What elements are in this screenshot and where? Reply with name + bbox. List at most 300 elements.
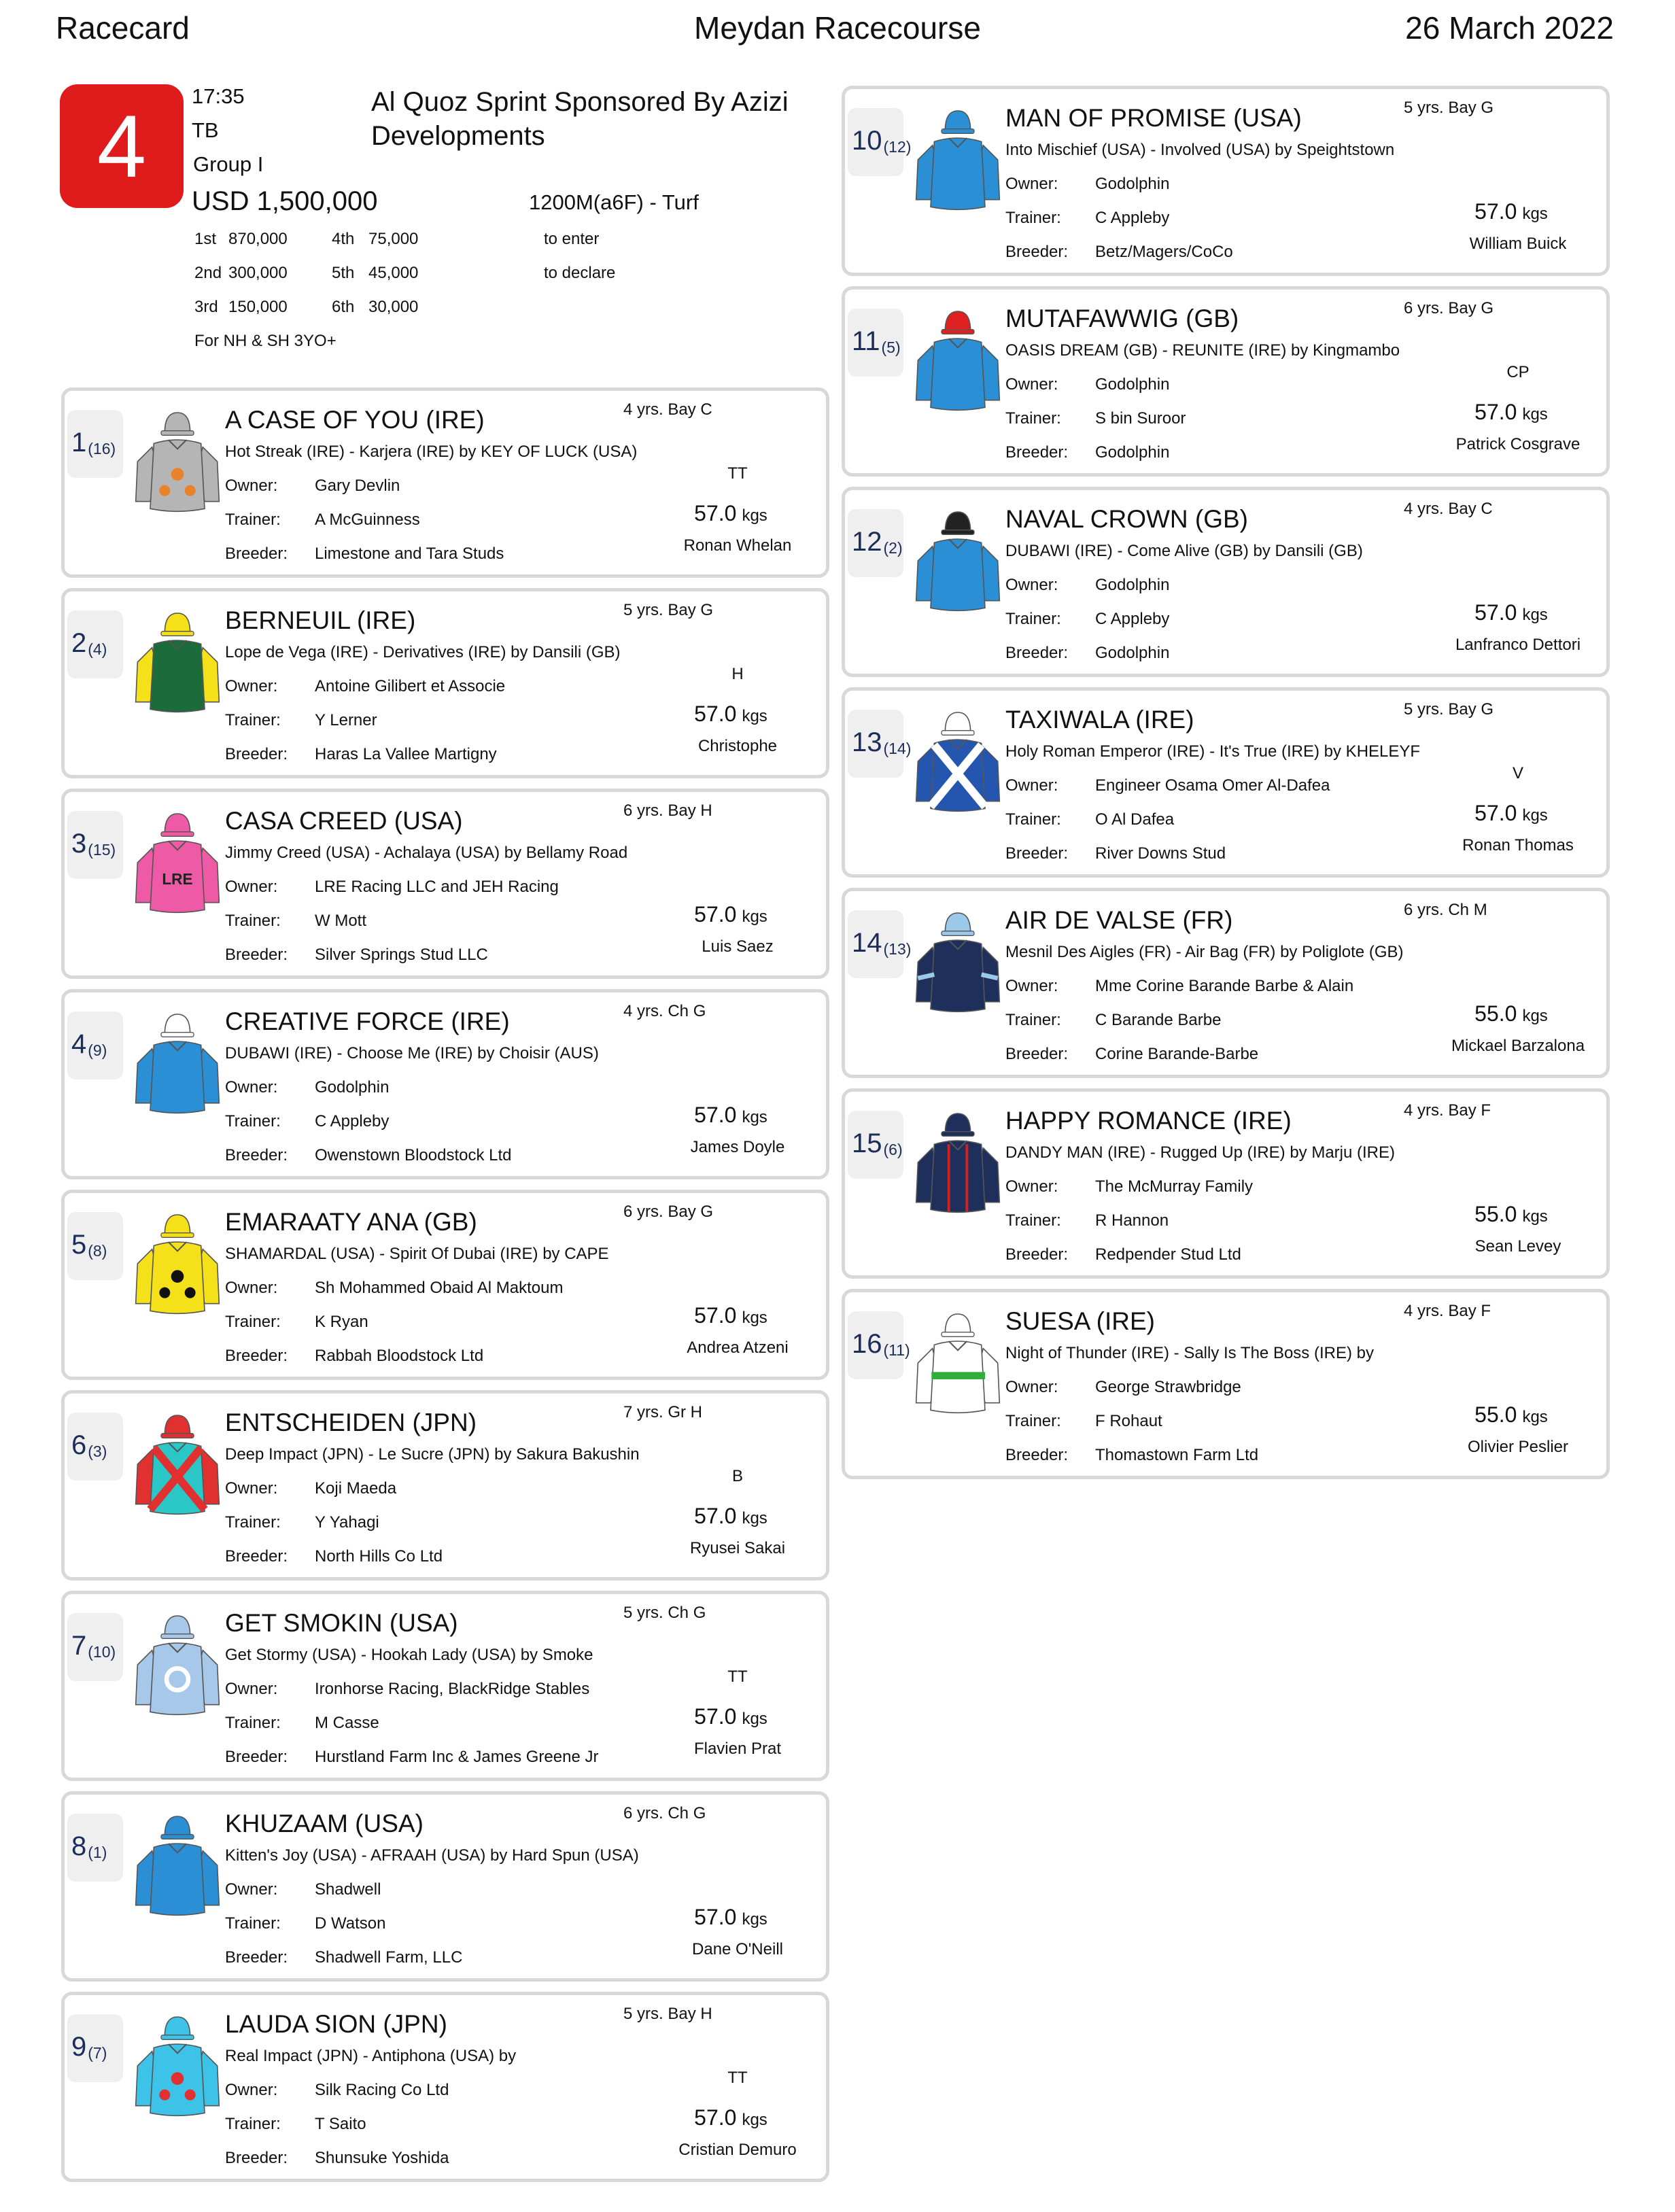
weight-unit: kgs xyxy=(742,707,767,725)
horse-age-sex: 4 yrs. Bay C xyxy=(623,400,712,419)
breeder-label: Breeder: xyxy=(225,745,288,763)
race-distance: 1200M(a6F) - Turf xyxy=(529,190,699,214)
weight-value: 57.0 xyxy=(1474,199,1517,224)
runner-number: 11 xyxy=(852,326,880,356)
horse-pedigree: Into Mischief (USA) - Involved (USA) by Speightstown xyxy=(1005,141,1395,159)
trainer-label: Trainer: xyxy=(1005,1011,1061,1029)
breeder-value: River Downs Stud xyxy=(1095,844,1226,863)
trainer-value: C Appleby xyxy=(1095,610,1170,628)
trainer-value: D Watson xyxy=(315,1914,386,1933)
saddle-number xyxy=(848,108,912,176)
runner-card xyxy=(842,86,1610,276)
race-number-badge: 4 xyxy=(60,84,184,208)
page-title: Racecard xyxy=(56,10,190,46)
prize-4th-amount: 75,000 xyxy=(368,230,419,248)
saddle-number xyxy=(67,410,123,478)
jockey-silks-icon xyxy=(912,707,1004,816)
runner-card xyxy=(61,1390,829,1580)
horse-age-sex: 4 yrs. Bay F xyxy=(1404,1302,1491,1320)
jockey-name: Ronan Thomas xyxy=(1462,836,1574,854)
trainer-value: O Al Dafea xyxy=(1095,810,1175,829)
runner-number: 3 xyxy=(71,829,87,859)
jockey-name: Ryusei Sakai xyxy=(689,1539,786,1557)
weight-value: 57.0 xyxy=(1474,801,1517,825)
horse-pedigree: Night of Thunder (IRE) - Sally Is The Boss (IRE) by xyxy=(1005,1344,1374,1362)
trainer-value: T Saito xyxy=(315,2115,366,2133)
weight-unit: kgs xyxy=(1522,1007,1548,1025)
runner-number: 10 xyxy=(852,126,882,156)
saddle-number xyxy=(67,2014,123,2082)
saddle-number xyxy=(848,309,903,377)
race-name-line1: Al Quoz Sprint Sponsored By Azizi xyxy=(371,87,789,117)
horse-age-sex: 7 yrs. Gr H xyxy=(623,1403,703,1421)
to-declare-label: to declare xyxy=(544,264,616,282)
horse-age-sex: 4 yrs. Bay C xyxy=(1404,500,1493,518)
horse-age-sex: 5 yrs. Bay G xyxy=(1404,99,1494,117)
horse-pedigree: Holy Roman Emperor (IRE) - It's True (IRE) by KHELEYF xyxy=(1005,742,1421,761)
carried-weight xyxy=(622,702,840,727)
horse-name: KHUZAAM (USA) xyxy=(225,1810,424,1837)
jockey-name: Patrick Cosgrave xyxy=(1455,435,1581,453)
saddle-number xyxy=(67,1814,123,1882)
owner-label: Owner: xyxy=(225,477,278,495)
draw-number: (4) xyxy=(88,640,107,658)
saddle-number xyxy=(67,1212,123,1280)
weight-value: 57.0 xyxy=(694,2105,737,2130)
owner-label: Owner: xyxy=(1005,175,1058,193)
race-conditions: For NH & SH 3YO+ xyxy=(194,332,336,350)
horse-pedigree: Deep Impact (JPN) - Le Sucre (JPN) by Sakura Bakushin xyxy=(225,1445,640,1464)
trainer-label: Trainer: xyxy=(1005,209,1061,227)
owner-value: Gary Devlin xyxy=(315,477,400,495)
horse-age-sex: 5 yrs. Ch G xyxy=(623,1604,706,1622)
breeder-label: Breeder: xyxy=(225,2149,288,2167)
trainer-value: W Mott xyxy=(315,912,366,930)
horse-name: GET SMOKIN (USA) xyxy=(225,1609,458,1637)
owner-value: Antoine Gilibert et Associe xyxy=(315,677,506,695)
jockey-silks-icon xyxy=(912,908,1004,1016)
runner-number: 16 xyxy=(852,1329,882,1359)
horse-pedigree: Jimmy Creed (USA) - Achalaya (USA) by Bellamy Road xyxy=(225,844,628,862)
carried-weight xyxy=(1402,600,1620,625)
breeder-value: Thomastown Farm Ltd xyxy=(1095,1446,1259,1464)
weight-value: 57.0 xyxy=(694,702,737,726)
equipment-code: H xyxy=(731,665,744,683)
runner-card xyxy=(61,789,829,979)
owner-value: Godolphin xyxy=(1095,576,1170,594)
jockey-name: William Buick xyxy=(1469,235,1567,253)
horse-age-sex: 6 yrs. Bay G xyxy=(623,1203,714,1221)
trainer-value: S bin Suroor xyxy=(1095,409,1186,428)
trainer-label: Trainer: xyxy=(225,1313,281,1331)
owner-value: The McMurray Family xyxy=(1095,1177,1254,1196)
trainer-value: C Barande Barbe xyxy=(1095,1011,1222,1029)
runner-card xyxy=(61,588,829,778)
jockey-silks-icon xyxy=(912,306,1004,415)
horse-pedigree: OASIS DREAM (GB) - REUNITE (IRE) by Kingmambo xyxy=(1005,341,1400,360)
carried-weight xyxy=(622,1303,840,1328)
runner-card xyxy=(842,687,1610,878)
jockey-silks-icon xyxy=(131,1009,224,1118)
horse-name: CREATIVE FORCE (IRE) xyxy=(225,1007,510,1035)
weight-value: 57.0 xyxy=(694,501,737,525)
draw-number: (14) xyxy=(883,740,912,757)
draw-number: (5) xyxy=(881,339,901,356)
svg-text:LRE: LRE xyxy=(162,870,193,888)
breeder-label: Breeder: xyxy=(225,1547,288,1566)
runner-number: 5 xyxy=(71,1230,87,1260)
jockey-silks-icon xyxy=(131,808,224,917)
runner-card xyxy=(842,487,1610,677)
runner-card xyxy=(61,1591,829,1781)
weight-unit: kgs xyxy=(1522,1207,1548,1226)
jockey-name: Dane O'Neill xyxy=(692,1940,783,1958)
runner-card xyxy=(61,1992,829,2182)
carried-weight xyxy=(1402,400,1620,425)
horse-name: SUESA (IRE) xyxy=(1005,1307,1155,1335)
draw-number: (7) xyxy=(88,2044,107,2062)
horse-age-sex: 6 yrs. Ch M xyxy=(1404,901,1487,919)
breeder-value: Godolphin xyxy=(1095,644,1170,662)
draw-number: (8) xyxy=(88,1242,107,1260)
weight-value: 57.0 xyxy=(694,1103,737,1127)
draw-number: (3) xyxy=(88,1442,107,1460)
jockey-name: Christophe xyxy=(697,737,778,755)
race-time: 17:35 xyxy=(192,84,245,108)
saddle-number xyxy=(848,1111,903,1179)
prize-5th-amount: 45,000 xyxy=(368,264,419,282)
horse-pedigree: SHAMARDAL (USA) - Spirit Of Dubai (IRE) by CAPE xyxy=(225,1245,609,1263)
equipment-code: TT xyxy=(727,464,748,483)
carried-weight xyxy=(1402,199,1620,224)
trainer-value: A McGuinness xyxy=(315,511,420,529)
runner-card xyxy=(842,286,1610,477)
breeder-label: Breeder: xyxy=(225,1748,288,1766)
owner-value: Koji Maeda xyxy=(315,1479,397,1498)
horse-name: A CASE OF YOU (IRE) xyxy=(225,406,485,434)
equipment-code: B xyxy=(731,1467,743,1485)
saddle-number xyxy=(848,910,912,978)
trainer-label: Trainer: xyxy=(225,711,281,729)
horse-name: HAPPY ROMANCE (IRE) xyxy=(1005,1107,1292,1135)
breeder-value: Godolphin xyxy=(1095,443,1170,462)
owner-value: Godolphin xyxy=(1095,375,1170,394)
horse-age-sex: 4 yrs. Ch G xyxy=(623,1002,706,1020)
horse-name: LAUDA SION (JPN) xyxy=(225,2010,447,2038)
horse-pedigree: Real Impact (JPN) - Antiphona (USA) by xyxy=(225,2047,517,2065)
weight-value: 57.0 xyxy=(694,902,737,927)
race-date: 26 March 2022 xyxy=(1405,10,1614,46)
prize-4th-place: 4th xyxy=(332,230,355,248)
carried-weight xyxy=(622,1103,840,1128)
owner-label: Owner: xyxy=(225,1078,278,1096)
breeder-value: Shadwell Farm, LLC xyxy=(315,1948,463,1967)
horse-name: CASA CREED (USA) xyxy=(225,807,463,835)
equipment-code: CP xyxy=(1506,363,1530,381)
trainer-label: Trainer: xyxy=(225,912,281,930)
breeder-value: Betz/Magers/CoCo xyxy=(1095,243,1233,261)
breeder-label: Breeder: xyxy=(1005,443,1069,462)
horse-name: MAN OF PROMISE (USA) xyxy=(1005,104,1302,132)
jockey-name: Sean Levey xyxy=(1474,1237,1561,1256)
carried-weight xyxy=(622,501,840,526)
trainer-value: C Appleby xyxy=(315,1112,390,1130)
horse-name: TAXIWALA (IRE) xyxy=(1005,706,1194,733)
trainer-label: Trainer: xyxy=(1005,1211,1061,1230)
horse-age-sex: 6 yrs. Ch G xyxy=(623,1804,706,1822)
weight-unit: kgs xyxy=(742,1910,767,1929)
race-group: Group I xyxy=(193,152,264,176)
weight-unit: kgs xyxy=(742,1710,767,1728)
breeder-label: Breeder: xyxy=(225,1347,288,1365)
breeder-label: Breeder: xyxy=(225,946,288,964)
breeder-value: Limestone and Tara Studs xyxy=(315,545,504,563)
horse-pedigree: Hot Streak (IRE) - Karjera (IRE) by KEY OF LUCK (USA) xyxy=(225,443,638,461)
weight-unit: kgs xyxy=(742,908,767,926)
owner-label: Owner: xyxy=(1005,1378,1058,1396)
runner-card xyxy=(842,1289,1610,1479)
equipment-code: TT xyxy=(727,1667,748,1686)
venue-name: Meydan Racecourse xyxy=(694,10,981,46)
jockey-name: Cristian Demuro xyxy=(678,2141,797,2159)
weight-value: 55.0 xyxy=(1474,1001,1517,1026)
runner-number: 6 xyxy=(71,1430,87,1460)
draw-number: (16) xyxy=(88,440,116,457)
prize-3rd-amount: 150,000 xyxy=(228,298,288,316)
breeder-label: Breeder: xyxy=(225,545,288,563)
prize-1st-place: 1st xyxy=(194,230,217,248)
owner-label: Owner: xyxy=(1005,776,1058,795)
jockey-name: Andrea Atzeni xyxy=(687,1338,789,1357)
owner-label: Owner: xyxy=(1005,977,1058,995)
prize-3rd-place: 3rd xyxy=(194,298,218,316)
weight-value: 55.0 xyxy=(1474,1202,1517,1226)
weight-unit: kgs xyxy=(1522,806,1548,825)
jockey-silks-icon xyxy=(131,1610,224,1719)
horse-name: BERNEUIL (IRE) xyxy=(225,606,416,634)
breeder-label: Breeder: xyxy=(1005,243,1069,261)
prize-5th-place: 5th xyxy=(332,264,355,282)
runner-number: 7 xyxy=(71,1631,87,1661)
breeder-value: Silver Springs Stud LLC xyxy=(315,946,488,964)
weight-unit: kgs xyxy=(742,1309,767,1327)
race-purse: USD 1,500,000 xyxy=(192,186,378,216)
trainer-label: Trainer: xyxy=(1005,1412,1061,1430)
owner-value: LRE Racing LLC and JEH Racing xyxy=(315,878,559,896)
owner-label: Owner: xyxy=(1005,576,1058,594)
carried-weight xyxy=(622,2105,840,2130)
jockey-name: Ronan Whelan xyxy=(683,536,792,555)
weight-unit: kgs xyxy=(1522,606,1548,624)
owner-label: Owner: xyxy=(225,1880,278,1899)
weight-unit: kgs xyxy=(1522,405,1548,424)
jockey-silks-icon xyxy=(131,1410,224,1519)
trainer-label: Trainer: xyxy=(225,1714,281,1732)
weight-unit: kgs xyxy=(742,1509,767,1527)
saddle-number xyxy=(67,1012,123,1079)
runner-number: 9 xyxy=(71,2032,87,2062)
horse-pedigree: Lope de Vega (IRE) - Derivatives (IRE) by Dansili (GB) xyxy=(225,643,621,661)
breeder-value: Redpender Stud Ltd xyxy=(1095,1245,1241,1264)
owner-label: Owner: xyxy=(225,1279,278,1297)
weight-unit: kgs xyxy=(1522,205,1548,223)
weight-value: 57.0 xyxy=(694,1704,737,1729)
breeder-label: Breeder: xyxy=(1005,1045,1069,1063)
trainer-label: Trainer: xyxy=(1005,610,1061,628)
jockey-name: James Doyle xyxy=(690,1138,785,1156)
runner-number: 2 xyxy=(71,628,87,658)
draw-number: (10) xyxy=(88,1643,116,1661)
breeder-value: Rabbah Bloodstock Ltd xyxy=(315,1347,484,1365)
carried-weight xyxy=(622,1504,840,1529)
weight-value: 57.0 xyxy=(694,1504,737,1528)
weight-unit: kgs xyxy=(742,1108,767,1126)
weight-unit: kgs xyxy=(1522,1408,1548,1426)
horse-pedigree: Kitten's Joy (USA) - AFRAAH (USA) by Hard Spun (USA) xyxy=(225,1846,639,1865)
carried-weight xyxy=(1402,801,1620,826)
carried-weight xyxy=(622,1704,840,1729)
weight-value: 55.0 xyxy=(1474,1402,1517,1427)
horse-age-sex: 5 yrs. Bay H xyxy=(623,2005,712,2023)
breeder-value: Owenstown Bloodstock Ltd xyxy=(315,1146,512,1164)
owner-value: Shadwell xyxy=(315,1880,381,1899)
runner-card xyxy=(61,387,829,578)
runner-card xyxy=(842,1088,1610,1279)
owner-value: Ironhorse Racing, BlackRidge Stables xyxy=(315,1680,590,1698)
owner-value: Sh Mohammed Obaid Al Maktoum xyxy=(315,1279,564,1297)
horse-age-sex: 5 yrs. Bay G xyxy=(623,601,714,619)
prize-6th-place: 6th xyxy=(332,298,355,316)
runner-number: 14 xyxy=(852,928,882,958)
owner-label: Owner: xyxy=(1005,375,1058,394)
jockey-name: Olivier Peslier xyxy=(1467,1438,1569,1456)
horse-name: AIR DE VALSE (FR) xyxy=(1005,906,1233,934)
draw-number: (1) xyxy=(88,1844,107,1861)
trainer-value: C Appleby xyxy=(1095,209,1170,227)
horse-name: MUTAFAWWIG (GB) xyxy=(1005,305,1239,332)
owner-value: Silk Racing Co Ltd xyxy=(315,2081,449,2099)
draw-number: (9) xyxy=(88,1041,107,1059)
owner-label: Owner: xyxy=(225,2081,278,2099)
trainer-value: Y Lerner xyxy=(315,711,377,729)
carried-weight xyxy=(1402,1001,1620,1026)
draw-number: (15) xyxy=(88,841,116,859)
draw-number: (12) xyxy=(883,138,912,156)
runner-card xyxy=(61,1791,829,1982)
jockey-silks-icon xyxy=(912,105,1004,214)
runner-number: 15 xyxy=(852,1128,882,1158)
weight-unit: kgs xyxy=(742,506,767,525)
draw-number: (2) xyxy=(883,539,903,557)
carried-weight xyxy=(622,1905,840,1930)
jockey-silks-icon xyxy=(912,506,1004,615)
trainer-value: Y Yahagi xyxy=(315,1513,379,1532)
equipment-code: TT xyxy=(727,2069,748,2087)
trainer-label: Trainer: xyxy=(225,1513,281,1532)
horse-age-sex: 4 yrs. Bay F xyxy=(1404,1101,1491,1120)
jockey-silks-icon xyxy=(912,1108,1004,1217)
owner-label: Owner: xyxy=(225,677,278,695)
runner-number: 12 xyxy=(852,527,882,557)
jockey-silks-icon xyxy=(912,1309,1004,1417)
to-enter-label: to enter xyxy=(544,230,600,248)
saddle-number xyxy=(67,610,123,678)
owner-label: Owner: xyxy=(1005,1177,1058,1196)
horse-age-sex: 6 yrs. Bay H xyxy=(623,801,712,820)
owner-label: Owner: xyxy=(225,1680,278,1698)
jockey-silks-icon xyxy=(131,1811,224,1920)
draw-number: (11) xyxy=(883,1341,910,1359)
equipment-code: V xyxy=(1512,764,1523,782)
trainer-label: Trainer: xyxy=(225,511,281,529)
horse-pedigree: DUBAWI (IRE) - Come Alive (GB) by Dansili (GB) xyxy=(1005,542,1363,560)
saddle-number xyxy=(67,1613,123,1681)
weight-value: 57.0 xyxy=(1474,600,1517,625)
runner-card xyxy=(842,888,1610,1078)
owner-label: Owner: xyxy=(225,878,278,896)
breeder-label: Breeder: xyxy=(225,1146,288,1164)
breeder-value: Shunsuke Yoshida xyxy=(315,2149,449,2167)
breeder-value: Haras La Vallee Martigny xyxy=(315,745,497,763)
trainer-value: F Rohaut xyxy=(1095,1412,1162,1430)
jockey-silks-icon xyxy=(131,608,224,716)
draw-number: (13) xyxy=(883,940,912,958)
runner-number: 4 xyxy=(71,1029,87,1059)
horse-age-sex: 5 yrs. Bay G xyxy=(1404,700,1494,719)
saddle-number xyxy=(67,1413,123,1481)
jockey-name: Flavien Prat xyxy=(693,1740,782,1758)
trainer-label: Trainer: xyxy=(225,1914,281,1933)
breeder-label: Breeder: xyxy=(1005,1446,1069,1464)
owner-label: Owner: xyxy=(225,1479,278,1498)
runner-number: 8 xyxy=(71,1831,87,1861)
horse-name: EMARAATY ANA (GB) xyxy=(225,1208,477,1236)
trainer-label: Trainer: xyxy=(1005,810,1061,829)
breeder-value: Hurstland Farm Inc & James Greene Jr xyxy=(315,1748,599,1766)
runner-number: 13 xyxy=(852,727,882,757)
saddle-number xyxy=(848,710,912,778)
horse-pedigree: Mesnil Des Aigles (FR) - Air Bag (FR) by Poliglote (GB) xyxy=(1005,943,1404,961)
breeder-value: Corine Barande-Barbe xyxy=(1095,1045,1259,1063)
breeder-label: Breeder: xyxy=(1005,1245,1069,1264)
owner-value: Engineer Osama Omer Al-Dafea xyxy=(1095,776,1330,795)
prize-2nd-place: 2nd xyxy=(194,264,222,282)
carried-weight xyxy=(1402,1202,1620,1227)
weight-unit: kgs xyxy=(742,2111,767,2129)
owner-value: Godolphin xyxy=(1095,175,1170,193)
trainer-value: K Ryan xyxy=(315,1313,368,1331)
runner-card xyxy=(61,1190,829,1380)
jockey-silks-icon xyxy=(131,1209,224,1318)
horse-name: NAVAL CROWN (GB) xyxy=(1005,505,1248,533)
prize-2nd-amount: 300,000 xyxy=(228,264,288,282)
carried-weight xyxy=(622,902,840,927)
saddle-number xyxy=(848,1311,910,1379)
prize-6th-amount: 30,000 xyxy=(368,298,419,316)
owner-value: Godolphin xyxy=(315,1078,390,1096)
draw-number: (6) xyxy=(883,1141,903,1158)
horse-pedigree: Get Stormy (USA) - Hookah Lady (USA) by Smoke xyxy=(225,1646,593,1664)
trainer-value: R Hannon xyxy=(1095,1211,1169,1230)
jockey-name: Lanfranco Dettori xyxy=(1455,636,1581,654)
race-name-line2: Developments xyxy=(371,121,545,151)
trainer-value: M Casse xyxy=(315,1714,379,1732)
breeder-value: North Hills Co Ltd xyxy=(315,1547,443,1566)
saddle-number xyxy=(848,509,903,577)
breeder-label: Breeder: xyxy=(1005,644,1069,662)
jockey-silks-icon xyxy=(131,2011,224,2120)
jockey-name: Mickael Barzalona xyxy=(1451,1037,1585,1055)
